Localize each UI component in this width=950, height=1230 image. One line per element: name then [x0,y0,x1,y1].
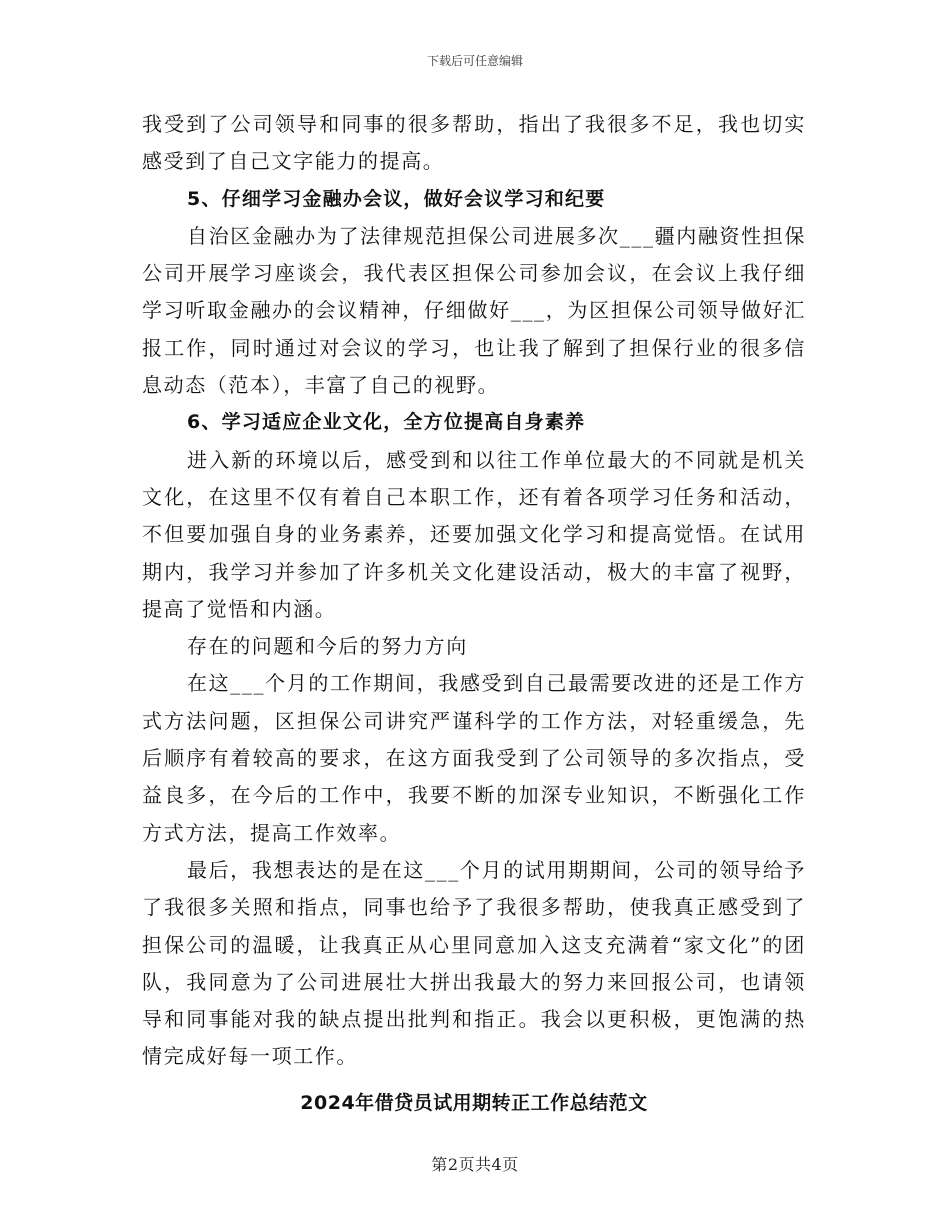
section-heading: 6、学习适应企业文化，全方位提高自身素养 [187,411,586,434]
page-footer: 第2页共4页 [431,1155,519,1174]
section-heading: 5、仔细学习金融办会议，做好会议学习和纪要 [187,187,606,210]
body-paragraph: 最后，我想表达的是在这___个月的试用期期间，公司的领导给予了我很多关照和指点，同事也给予了我很多帮助，使我真正感受到了担保公司的温暖，让我真正从心里同意加入这支充满着“家文化”的团队，我同意为了公司进展壮大拼出我最大的努力来回报公司，也请领导和同事能对我的缺点提出批判和指正。我会以更积极，更饱满的热情完成好每一项工作。 [142,857,806,1069]
document-body [142,106,806,1122]
document-title: 2024年借贷员试用期转正工作总结范文 [300,1091,648,1114]
body-paragraph: 进入新的环境以后，感受到和以往工作单位最大的不同就是机关文化，在这里不仅有着自己本职工作，还有着各项学习任务和活动，不但要加强自身的业务素养，还要加强文化学习和提高觉悟。在试用期内，我学习并参加了许多机关文化建设活动，极大的丰富了视野，提高了觉悟和内涵。 [142,447,806,621]
body-paragraph: 在这___个月的工作期间，我感受到自己最需要改进的还是工作方式方法问题，区担保公司讲究严谨科学的工作方法，对轻重缓急，先后顺序有着较高的要求，在这方面我受到了公司领导的多次指点，受益良多，在今后的工作中，我要不断的加深专业知识，不断强化工作方式方法，提高工作效率。 [142,671,806,845]
subsection-label: 存在的问题和今后的努力方向 [187,634,468,659]
page-header: 下载后可任意编辑 [426,54,523,68]
body-paragraph: 我受到了公司领导和同事的很多帮助，指出了我很多不足，我也切实感受到了自己文字能力的提高。 [142,112,806,174]
body-paragraph: 自治区金融办为了法律规范担保公司进展多次___疆内融资性担保公司开展学习座谈会，我代表区担保公司参加会议，在会议上我仔细学习听取金融办的会议精神，仔细做好___，为区担保公司领导做好汇报工作，同时通过对会议的学习，也让我了解到了担保行业的很多信息动态（范本），丰富了自己的视野。 [142,223,806,398]
